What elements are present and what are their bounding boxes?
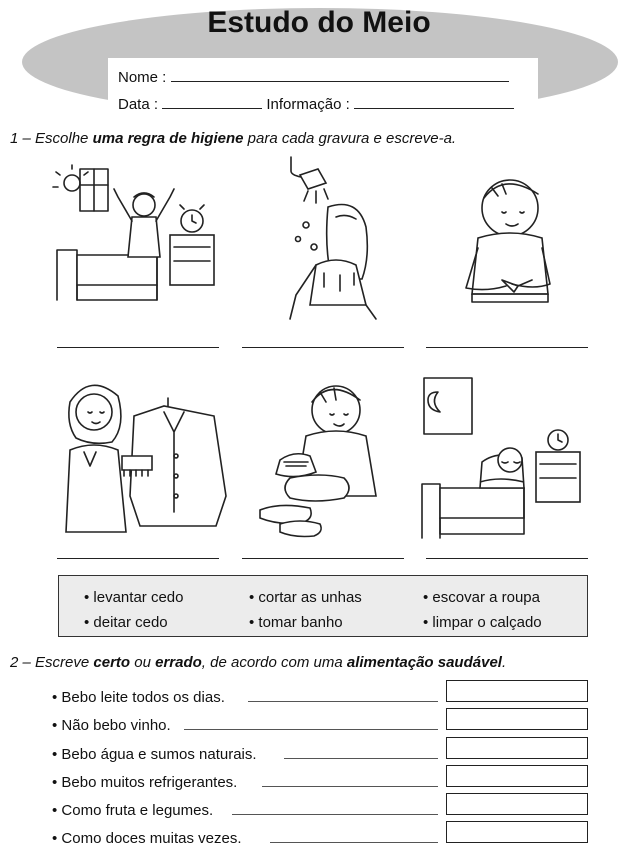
dotted-leader — [232, 814, 438, 815]
question-2 — [10, 654, 506, 671]
answer-line-2[interactable] — [242, 347, 404, 348]
answer-box-2[interactable] — [446, 708, 588, 730]
answer-line-3[interactable] — [426, 347, 588, 348]
dotted-leader — [248, 701, 438, 702]
question-2-emphasis-certo: certo — [93, 654, 131, 671]
date-row — [118, 94, 514, 113]
answer-line-1[interactable] — [57, 347, 219, 348]
answer-line-5[interactable] — [242, 558, 404, 559]
word-bank-item: • escovar a roupa — [423, 589, 540, 606]
word-bank-item: • levantar cedo — [84, 589, 184, 606]
question-1-text: Escolhe — [35, 130, 89, 147]
dotted-leader — [262, 786, 438, 787]
date-field[interactable] — [162, 94, 262, 109]
statement: • Bebo água e sumos naturais. — [52, 746, 257, 763]
word-bank-item: • limpar o calçado — [423, 614, 542, 631]
girl-showering-icon — [236, 155, 406, 325]
date-label: Data : — [118, 96, 159, 113]
girl-brushing-coat-icon — [50, 372, 220, 542]
question-2-text-mid: , de acordo com uma — [201, 654, 343, 671]
info-label: Informação : — [266, 96, 350, 113]
statement: • Bebo leite todos os dias. — [52, 689, 225, 706]
answer-box-6[interactable] — [446, 821, 588, 843]
question-1-text-end: para cada gravura e escreve-a. — [247, 130, 457, 147]
answer-box-1[interactable] — [446, 680, 588, 702]
child-waking-up-icon — [52, 165, 222, 335]
word-bank-item: • cortar as unhas — [249, 589, 362, 606]
name-row — [118, 67, 509, 86]
question-1-number: 1 – — [10, 130, 31, 147]
statement: • Não bebo vinho. — [52, 717, 171, 734]
question-2-emphasis-alimentacao: alimentação saudável — [346, 654, 502, 671]
answer-line-4[interactable] — [57, 558, 219, 559]
question-2-number: 2 – — [10, 654, 31, 671]
question-1 — [10, 130, 456, 147]
page-title: Estudo do Meio — [207, 6, 431, 39]
boy-cutting-nails-icon — [432, 168, 602, 338]
word-bank-item: • tomar banho — [249, 614, 343, 631]
info-field[interactable] — [354, 94, 514, 109]
dotted-leader — [284, 758, 438, 759]
name-label: Nome : — [118, 69, 167, 86]
answer-box-5[interactable] — [446, 793, 588, 815]
answer-line-6[interactable] — [426, 558, 588, 559]
question-1-emphasis: uma regra de higiene — [92, 130, 244, 147]
dotted-leader — [270, 842, 438, 843]
question-2-text-ou: ou — [134, 654, 151, 671]
child-sleeping-icon — [418, 378, 588, 548]
dotted-leader — [184, 729, 438, 730]
name-field[interactable] — [171, 67, 509, 82]
answer-box-3[interactable] — [446, 737, 588, 759]
statement: • Como fruta e legumes. — [52, 802, 214, 819]
question-2-text: Escreve — [35, 654, 90, 671]
statement: • Bebo muitos refrigerantes. — [52, 774, 238, 791]
question-2-text-end: . — [501, 654, 507, 671]
boy-cleaning-shoes-icon — [250, 378, 420, 548]
answer-box-4[interactable] — [446, 765, 588, 787]
word-bank-item: • deitar cedo — [84, 614, 168, 631]
statement: • Como doces muitas vezes. — [52, 830, 242, 847]
question-2-emphasis-errado: errado — [155, 654, 202, 671]
